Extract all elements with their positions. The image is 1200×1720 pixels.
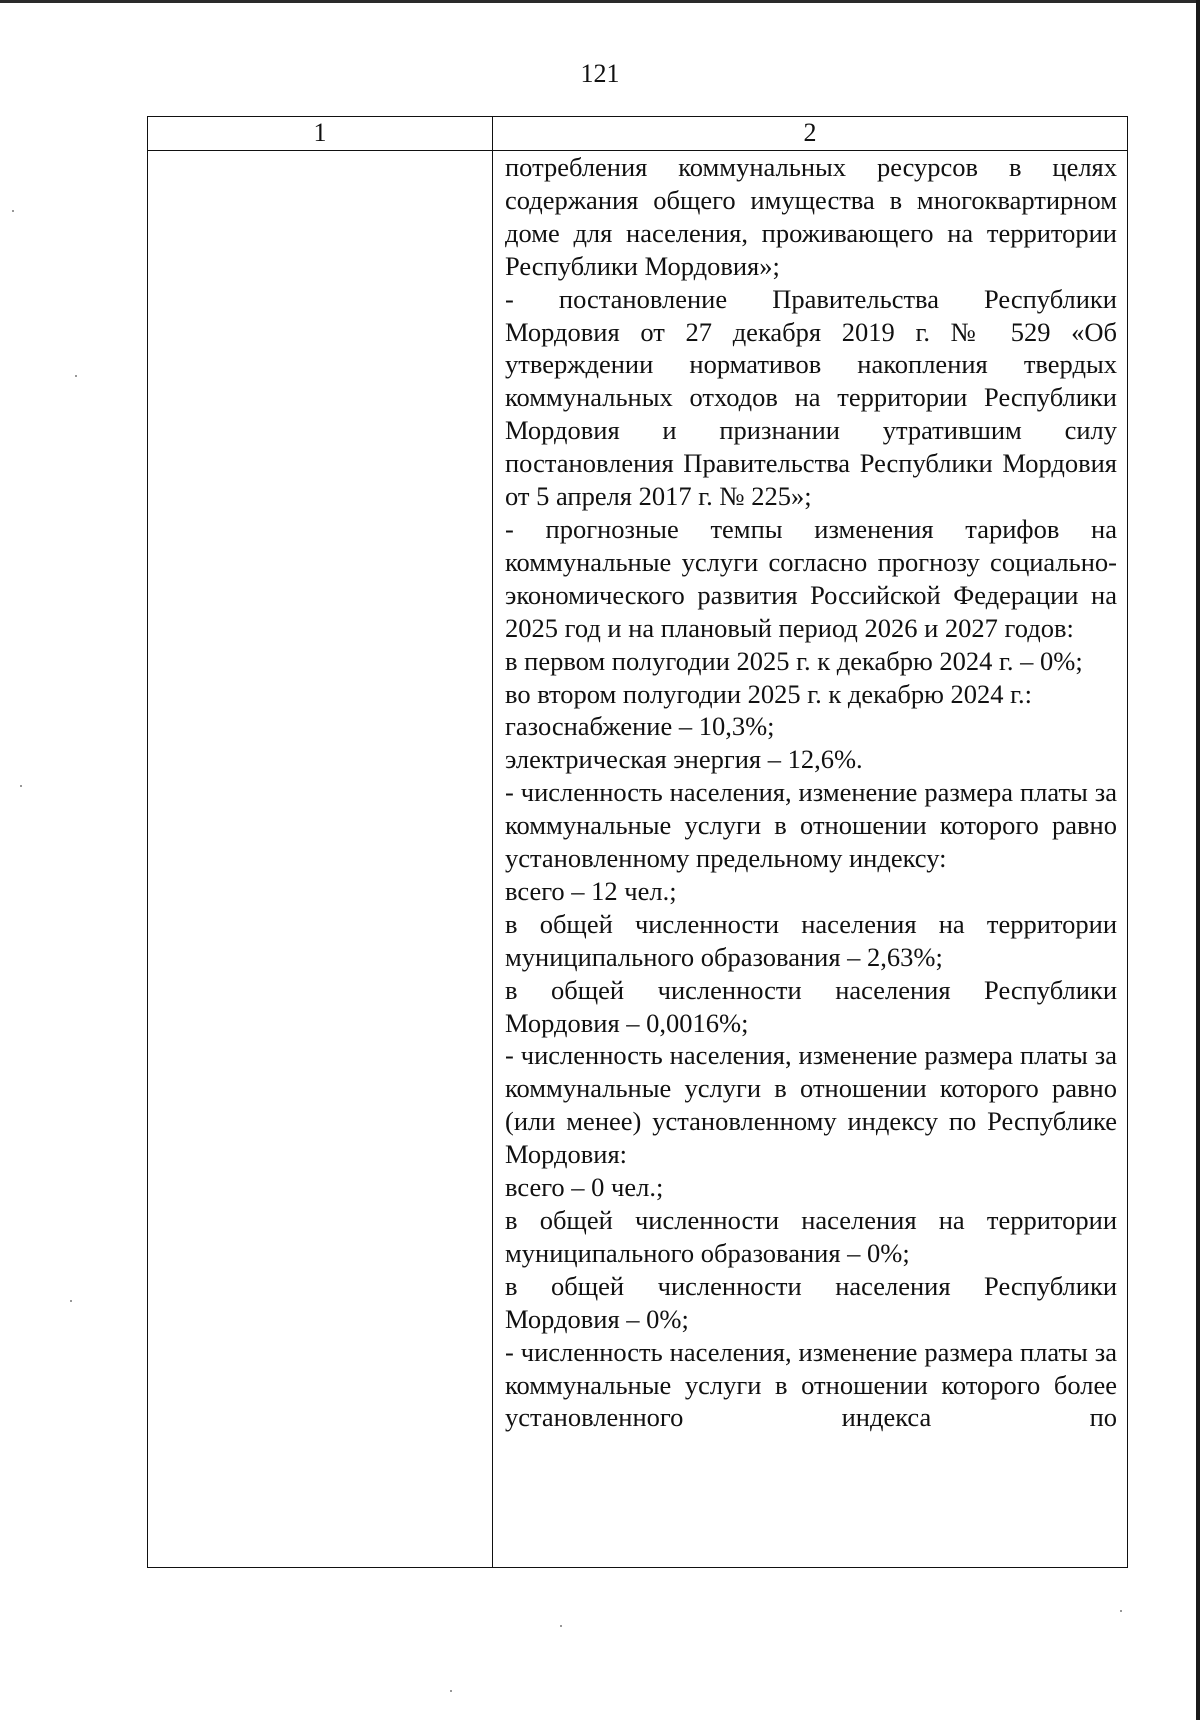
column-2-text	[493, 151, 1127, 1434]
scan-speck	[1120, 1610, 1122, 1612]
paragraph: в первом полугодии 2025 г. к декабрю 2024 г. – 0%;	[505, 645, 1083, 676]
page-number: 121	[580, 59, 620, 88]
paragraph: - численность населения, изменение размера платы за коммунальные услуги в отношении которого равно установленному предельному индексу:	[505, 777, 1117, 874]
paragraph: электрическая энергия – 12,6%.	[505, 744, 863, 775]
paragraph: в общей численности населения на территории муниципального образования – 0%;	[505, 1205, 1117, 1268]
paragraph: - постановление Правительства Республики Мордовия от 27 декабря 2019 г. № 529 «Об утверждении нормативов накопления твердых коммунальных отходов на территории Республики Мордовия и признании утратившим силу постановления Правительства Республики Мордовия от 5 апреля 2017 г. № 225»;	[505, 283, 1117, 512]
column-header-2: 2	[493, 117, 1128, 151]
paragraph: - прогнозные темпы изменения тарифов на коммунальные услуги согласно прогнозу социально-экономического развития Российской Федерации на 2025 год и на плановый период 2026 и 2027 годов:	[505, 513, 1117, 643]
column-header-1: 1	[148, 117, 493, 151]
scan-speck	[70, 1300, 72, 1302]
paragraph: в общей численности населения Республики Мордовия – 0%;	[505, 1270, 1117, 1334]
table-row	[148, 151, 1128, 1568]
table-header-row	[148, 117, 1128, 151]
document-table	[147, 116, 1128, 1568]
scan-speck	[12, 210, 14, 212]
paragraph: всего – 12 чел.;	[505, 875, 677, 906]
paragraph: - численность населения, изменение размера платы за коммунальные услуги в отношении которого равно (или менее) установленному индексу по Республике Мордовия:	[505, 1040, 1117, 1170]
paragraph: газоснабжение – 10,3%;	[505, 711, 775, 742]
scan-border-top	[0, 0, 1200, 3]
paragraph: - численность населения, изменение размера платы за коммунальные услуги в отношении которого более установленного индекса по	[505, 1336, 1117, 1433]
scan-border-right	[1196, 0, 1200, 1720]
column-2-cell	[493, 151, 1128, 1568]
paragraph: потребления коммунальных ресурсов в целях содержания общего имущества в многоквартирном доме для населения, проживающего на территории Республики Мордовия»;	[505, 152, 1117, 281]
scan-speck	[20, 785, 22, 787]
paragraph: во втором полугодии 2025 г. к декабрю 2024 г.:	[505, 678, 1033, 709]
column-1-cell	[148, 151, 493, 1568]
paragraph: всего – 0 чел.;	[505, 1172, 664, 1203]
scan-speck	[75, 375, 77, 377]
scan-speck	[560, 1625, 562, 1627]
paragraph: в общей численности населения на территории муниципального образования – 2,63%;	[505, 908, 1117, 972]
paragraph: в общей численности населения Республики Мордовия – 0,0016%;	[505, 974, 1117, 1038]
scan-speck	[450, 1690, 452, 1692]
